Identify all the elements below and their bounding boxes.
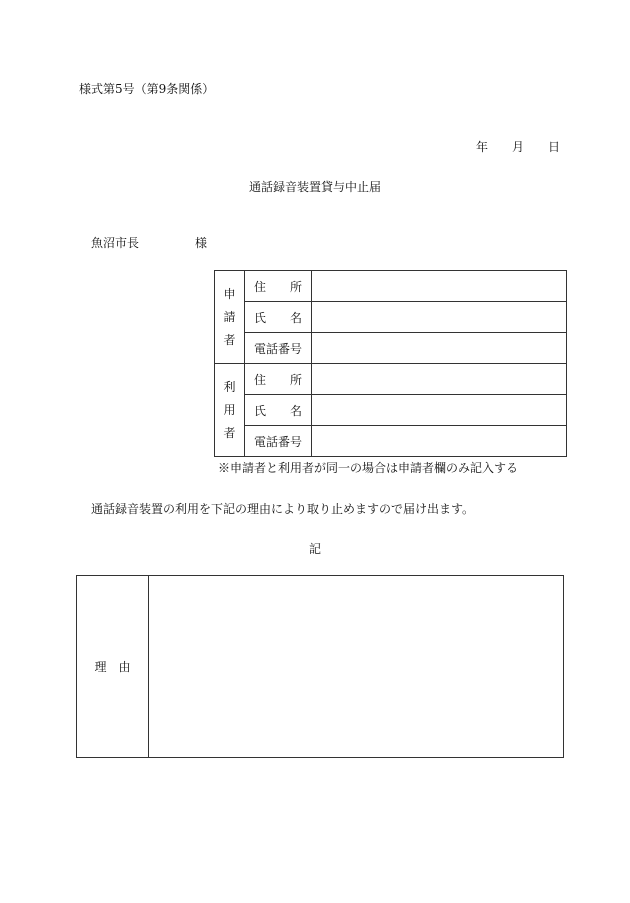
applicant-group-label — [215, 271, 245, 364]
applicant-char-3: 者 — [223, 332, 236, 347]
date-year: 年 — [476, 140, 489, 154]
applicant-address-label: 住 所 — [254, 279, 302, 294]
date-line — [476, 138, 560, 155]
user-char-2: 用 — [223, 402, 236, 417]
applicant-char-1: 申 — [223, 286, 236, 301]
user-address-label: 住 所 — [254, 372, 302, 387]
applicant-phone-label: 電話番号 — [254, 341, 303, 356]
form-number: 様式第5号（第9条関係） — [79, 82, 215, 96]
applicant-char-2: 請 — [223, 309, 236, 324]
reason-field[interactable] — [149, 576, 564, 758]
body-text: 通話録音装置の利用を下記の理由により取り止めますので届け出ます。 — [91, 502, 475, 516]
user-char-1: 利 — [223, 379, 236, 394]
reason-label: 理 由 — [94, 660, 131, 674]
user-phone-label: 電話番号 — [254, 434, 303, 449]
date-month: 月 — [512, 140, 525, 154]
reason-table — [76, 575, 564, 758]
ki-heading: 記 — [308, 542, 321, 556]
user-name-field[interactable] — [312, 395, 567, 426]
applicant-name-label: 氏 名 — [254, 310, 302, 325]
addressee-name: 魚沼市長 — [91, 236, 140, 250]
addressee-honorific: 様 — [195, 236, 208, 250]
user-address-field[interactable] — [312, 364, 567, 395]
user-char-3: 者 — [223, 425, 236, 440]
applicant-name-field[interactable] — [312, 302, 567, 333]
document-title: 通話録音装置貸与中止届 — [248, 180, 381, 194]
user-phone-field[interactable] — [312, 426, 567, 457]
addressee — [91, 234, 207, 251]
applicant-user-table — [214, 270, 567, 457]
same-person-note: ※申請者と利用者が同一の場合は申請者欄のみ記入する — [218, 461, 519, 475]
applicant-phone-field[interactable] — [312, 333, 567, 364]
user-name-label: 氏 名 — [254, 403, 302, 418]
date-day: 日 — [548, 140, 561, 154]
user-group-label — [215, 364, 245, 457]
applicant-address-field[interactable] — [312, 271, 567, 302]
